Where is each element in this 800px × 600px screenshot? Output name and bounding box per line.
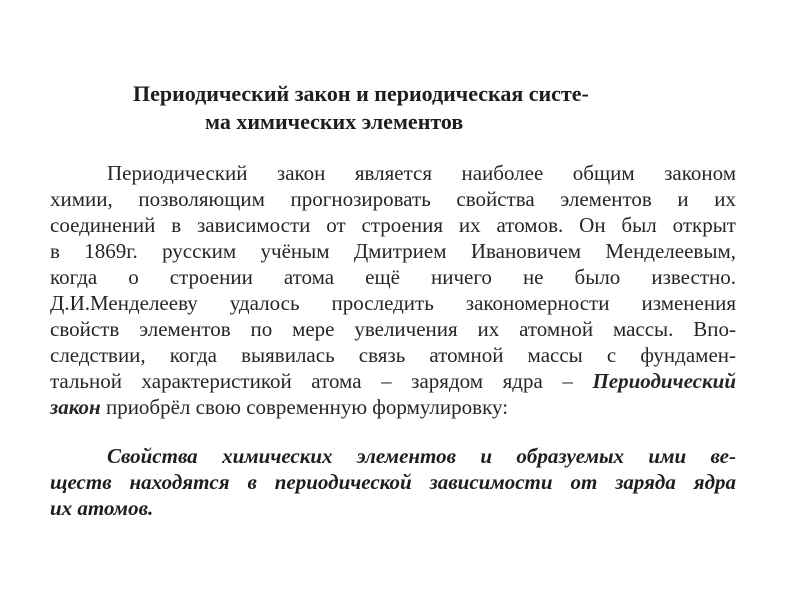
page-title-line-2: ма химических элементов: [205, 109, 464, 134]
paragraph-line-6: Д.И.Менделееву удалось проследить закономерности изменения: [50, 291, 736, 315]
definition-line-2: ществ находятся в периодической зависимости от заряда ядра: [50, 470, 736, 494]
emphasis-law: закон: [50, 395, 101, 419]
emphasis-periodic: Периодический: [592, 369, 736, 393]
paragraph-line-10: [50, 394, 736, 420]
paragraph-line-10-text: приобрёл свою современную формулировку:: [100, 395, 509, 419]
paragraph-line-3: соединений в зависимости от строения их атомов. Он был открыт: [50, 213, 736, 237]
paragraph-line-1: Периодический закон является наиболее общим законом: [107, 161, 736, 185]
page-title-line-1: Периодический закон и периодическая систе-: [133, 81, 589, 106]
paragraph-line-7: свойств элементов по мере увеличения их атомной массы. Впо-: [50, 317, 736, 341]
paragraph-line-9: [50, 368, 736, 394]
paragraph-line-9-text: тальной характеристикой атома – зарядом ядра –: [50, 369, 593, 393]
paragraph-line-4: в 1869г. русским учёным Дмитрием Ивановичем Менделеевым,: [50, 239, 736, 263]
paragraph-line-8: следствии, когда выявилась связь атомной массы с фундамен-: [50, 343, 736, 367]
definition-line-1: Свойства химических элементов и образуемых ими ве-: [107, 444, 736, 468]
definition-line-3: их атомов.: [50, 496, 154, 520]
paragraph-line-2: химии, позволяющим прогнозировать свойства элементов и их: [50, 187, 736, 211]
paragraph-line-5: когда о строении атома ещё ничего не было известно.: [50, 265, 736, 289]
